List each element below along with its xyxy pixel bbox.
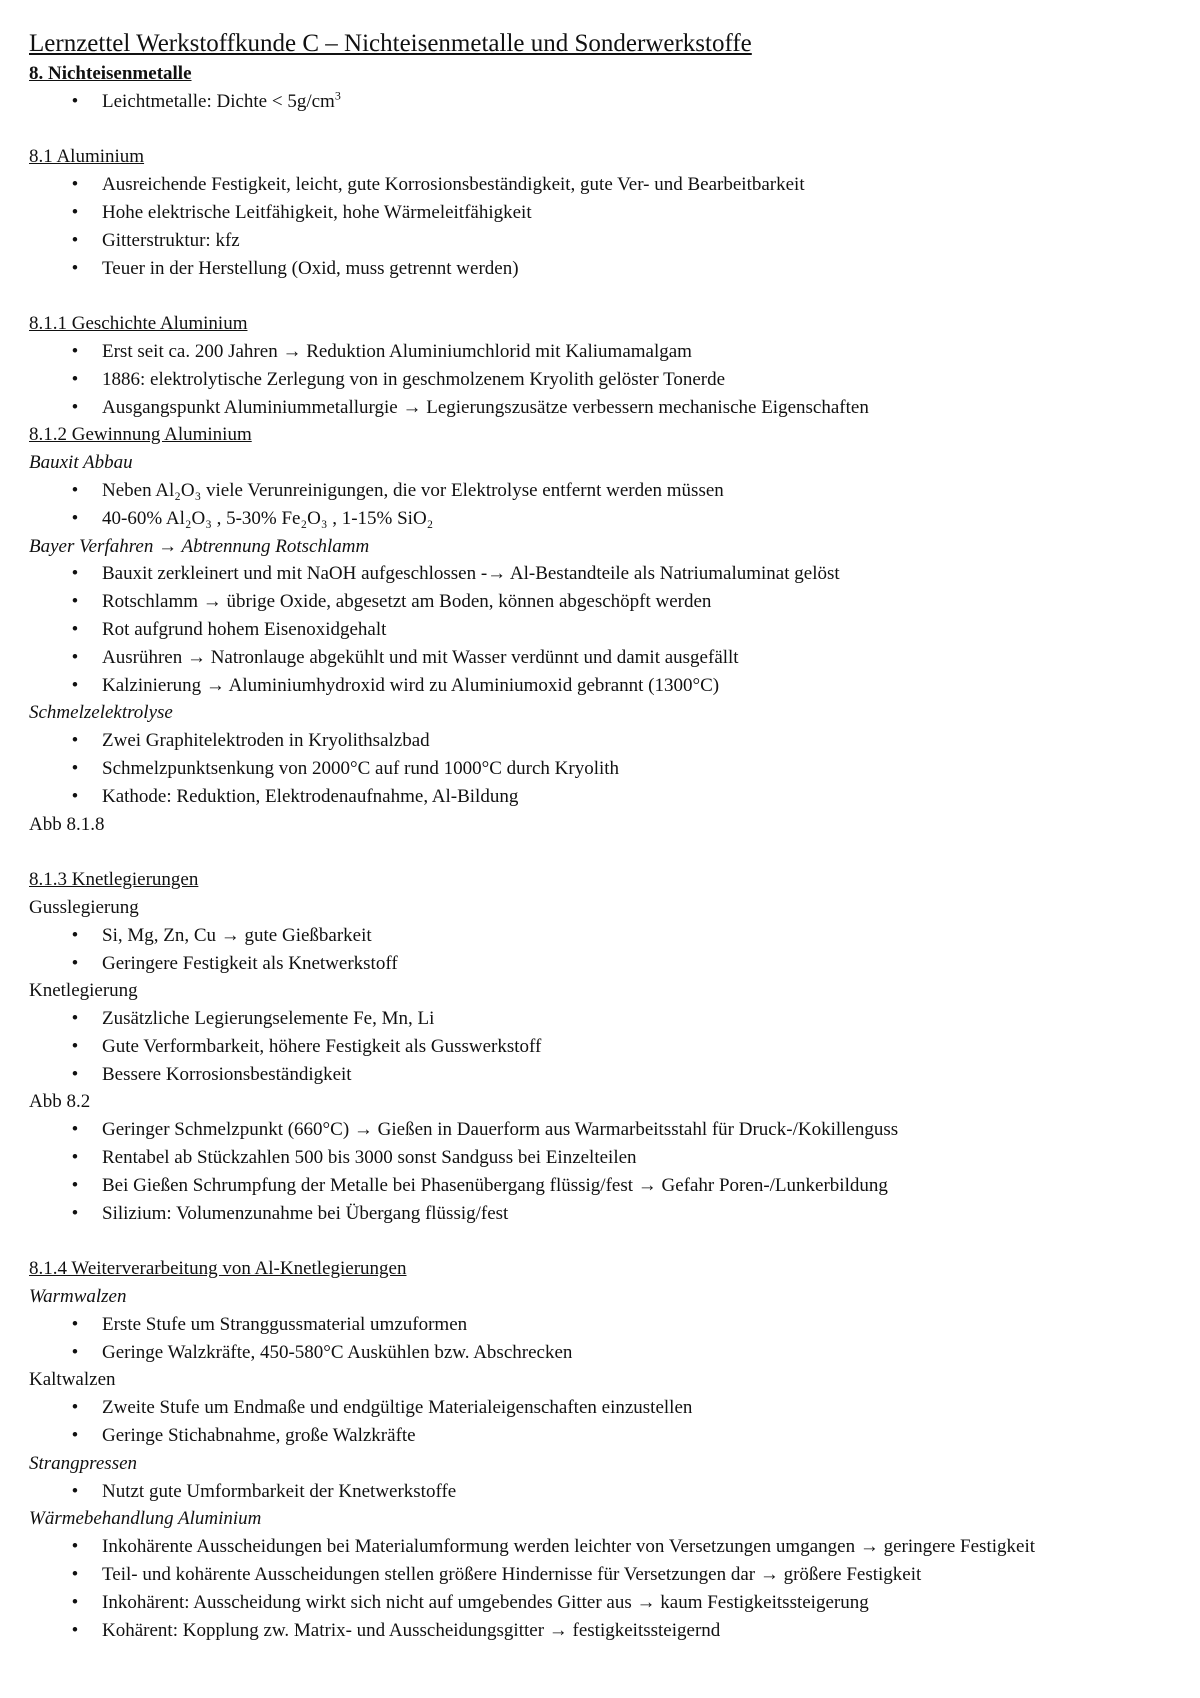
bullet-icon: • [71, 174, 79, 196]
section-heading-8: 8. Nichteisenmetalle [29, 63, 192, 84]
bullet-icon: • [71, 368, 79, 390]
bullet-icon: • [71, 1425, 79, 1447]
bullet-icon: • [71, 1202, 79, 1224]
list-item: • Bei Gießen Schrumpfung der Metalle bei Phasenübergang flüssig/fest → Gefahr Poren-/Lunkerbildung [29, 1172, 1170, 1200]
bullet-icon: • [71, 479, 79, 501]
list-item: • Gitterstruktur: kfz [29, 227, 1170, 255]
list-item: • Ausgangspunkt Aluminiummetallurgie → Legierungszusätze verbessern mechanische Eigenschaften [29, 394, 1170, 422]
list-item: • Nutzt gute Umformbarkeit der Knetwerkstoffe [29, 1478, 1170, 1506]
list-item: • Kathode: Reduktion, Elektrodenaufnahme, Al-Bildung [29, 783, 1170, 811]
list-item: • Erste Stufe um Stranggussmaterial umzuformen [29, 1311, 1170, 1339]
list-item: • Ausrühren → Natronlauge abgekühlt und mit Wasser verdünnt und damit ausgefällt [29, 644, 1170, 672]
list-item: • Bauxit zerkleinert und mit NaOH aufgeschlossen -→ Al-Bestandteile als Natriumaluminat gelöst [29, 560, 1170, 588]
list-item: • Zwei Graphitelektroden in Kryolithsalzbad [29, 727, 1170, 755]
bullet-icon: • [71, 952, 79, 974]
list-item: • Si, Mg, Zn, Cu → gute Gießbarkeit [29, 922, 1170, 950]
list-item: • Geringer Schmelzpunkt (660°C) → Gießen in Dauerform aus Warmarbeitsstahl für Druck-/Kokillenguss [29, 1116, 1170, 1144]
bullet-icon: • [71, 201, 79, 223]
section-heading-8-1-1: 8.1.1 Geschichte Aluminium [29, 313, 248, 335]
subheading-gusslegierung: Gusslegierung [29, 896, 139, 918]
list-item: • Ausreichende Festigkeit, leicht, gute Korrosionsbeständigkeit, gute Ver- und Bearbeitbarkeit [29, 171, 1170, 199]
section-heading-8-1: 8.1 Aluminium [29, 146, 145, 168]
list-item: • Teuer in der Herstellung (Oxid, muss getrennt werden) [29, 255, 1170, 283]
section-heading-8-1-2: 8.1.2 Gewinnung Aluminium [29, 424, 252, 446]
bullet-icon: • [71, 618, 79, 640]
bullet-icon: • [71, 1341, 79, 1363]
subheading-bauxit: Bauxit Abbau [29, 452, 133, 474]
bullet-icon: • [71, 674, 79, 696]
bullet-icon: • [71, 1397, 79, 1419]
bullet-icon: • [71, 757, 79, 779]
list-item: • Rentabel ab Stückzahlen 500 bis 3000 sonst Sandguss bei Einzelteilen [29, 1144, 1170, 1172]
bullet-icon: • [71, 1008, 79, 1030]
bullet-icon: • [71, 1591, 79, 1613]
list-item: • Neben Al₂O₃ viele Verunreinigungen, die vor Elektrolyse entfernt werden müssen [29, 477, 1170, 505]
list-item: • Leichtmetalle: Dichte < $5g/cm^3$ [29, 88, 1170, 116]
list-item: • 1886: elektrolytische Zerlegung von in geschmolzenem Kryolith gelöster Tonerde [29, 366, 1170, 394]
list-item: • Rot aufgrund hohem Eisenoxidgehalt [29, 616, 1170, 644]
bullet-icon: • [71, 396, 79, 418]
bullet-icon: • [71, 507, 79, 529]
list-item: • Zweite Stufe um Endmaße und endgültige Materialeigenschaften einzustellen [29, 1394, 1170, 1422]
list-item: • Geringe Stichabnahme, große Walzkräfte [29, 1422, 1170, 1450]
list-item: • Erst seit ca. 200 Jahren → Reduktion Aluminiumchlorid mit Kaliumamalgam [29, 338, 1170, 366]
bullet-icon: • [71, 90, 79, 112]
list-item: • Kohärent: Kopplung zw. Matrix- und Ausscheidungsgitter → festigkeitssteigernd [29, 1617, 1170, 1645]
bullet-icon: • [71, 591, 79, 613]
subheading-bayer: Bayer Verfahren → Abtrennung Rotschlamm [29, 535, 370, 557]
list-item: • Inkohärente Ausscheidungen bei Materialumformung werden leichter von Versetzungen umgangen → geringere Festigkeit [29, 1533, 1170, 1561]
bullet-icon: • [71, 229, 79, 251]
list-item: • Bessere Korrosionsbeständigkeit [29, 1061, 1170, 1089]
subheading-kaltwalzen: Kaltwalzen [29, 1369, 116, 1391]
bullet-icon: • [71, 1035, 79, 1057]
subheading-knetlegierung: Knetlegierung [29, 980, 138, 1002]
list-item: • Geringere Festigkeit als Knetwerkstoff [29, 950, 1170, 978]
list-item: • 40-60% Al₂O₃ , 5-30% Fe₂O₃ , 1-15% SiO₂ [29, 505, 1170, 533]
bullet-icon: • [71, 1536, 79, 1558]
subheading-strangpressen: Strangpressen [29, 1452, 138, 1474]
list-item: • Inkohärent: Ausscheidung wirkt sich nicht auf umgebendes Gitter aus → kaum Festigkeitssteigerung [29, 1589, 1170, 1617]
section-heading-8-1-3: 8.1.3 Knetlegierungen [29, 869, 199, 891]
bullet-icon: • [71, 1564, 79, 1586]
section-heading-8-1-4: 8.1.4 Weiterverarbeitung von Al-Knetlegierungen [29, 1258, 407, 1280]
list-item: • Teil- und kohärente Ausscheidungen stellen größere Hindernisse für Versetzungen dar → größere Festigkeit [29, 1561, 1170, 1589]
bullet-icon: • [71, 1063, 79, 1085]
subheading-waermebehandlung: Wärmebehandlung Aluminium [29, 1508, 262, 1530]
bullet-icon: • [71, 340, 79, 362]
list-item: • Schmelzpunktsenkung von 2000°C auf rund 1000°C durch Kryolith [29, 755, 1170, 783]
figure-reference: Abb 8.1.8 [29, 813, 105, 835]
subheading-warmwalzen: Warmwalzen [29, 1286, 127, 1308]
document-title: Lernzettel Werkstoffkunde C – Nichteisenmetalle und Sonderwerkstoffe [29, 30, 752, 57]
list-item: • Zusätzliche Legierungselemente Fe, Mn, Li [29, 1005, 1170, 1033]
list-item: • Kalzinierung → Aluminiumhydroxid wird zu Aluminiumoxid gebrannt (1300°C) [29, 672, 1170, 700]
list-item: • Geringe Walzkräfte, 450-580°C Auskühlen bzw. Abschrecken [29, 1339, 1170, 1367]
figure-reference: Abb 8.2 [29, 1091, 91, 1113]
bullet-icon: • [71, 646, 79, 668]
list-item: • Rotschlamm → übrige Oxide, abgesetzt am Boden, können abgeschöpft werden [29, 588, 1170, 616]
bullet-icon: • [71, 730, 79, 752]
bullet-icon: • [71, 257, 79, 279]
list-item: • Silizium: Volumenzunahme bei Übergang flüssig/fest [29, 1200, 1170, 1228]
subheading-schmelzelektrolyse: Schmelzelektrolyse [29, 702, 173, 724]
list-item: • Hohe elektrische Leitfähigkeit, hohe Wärmeleitfähigkeit [29, 199, 1170, 227]
bullet-icon: • [71, 924, 79, 946]
bullet-icon: • [71, 1480, 79, 1502]
bullet-icon: • [71, 1313, 79, 1335]
bullet-icon: • [71, 1119, 79, 1141]
bullet-icon: • [71, 1619, 79, 1641]
bullet-icon: • [71, 1147, 79, 1169]
bullet-icon: • [71, 1174, 79, 1196]
bullet-icon: • [71, 563, 79, 585]
list-item: • Gute Verformbarkeit, höhere Festigkeit als Gusswerkstoff [29, 1033, 1170, 1061]
bullet-icon: • [71, 785, 79, 807]
